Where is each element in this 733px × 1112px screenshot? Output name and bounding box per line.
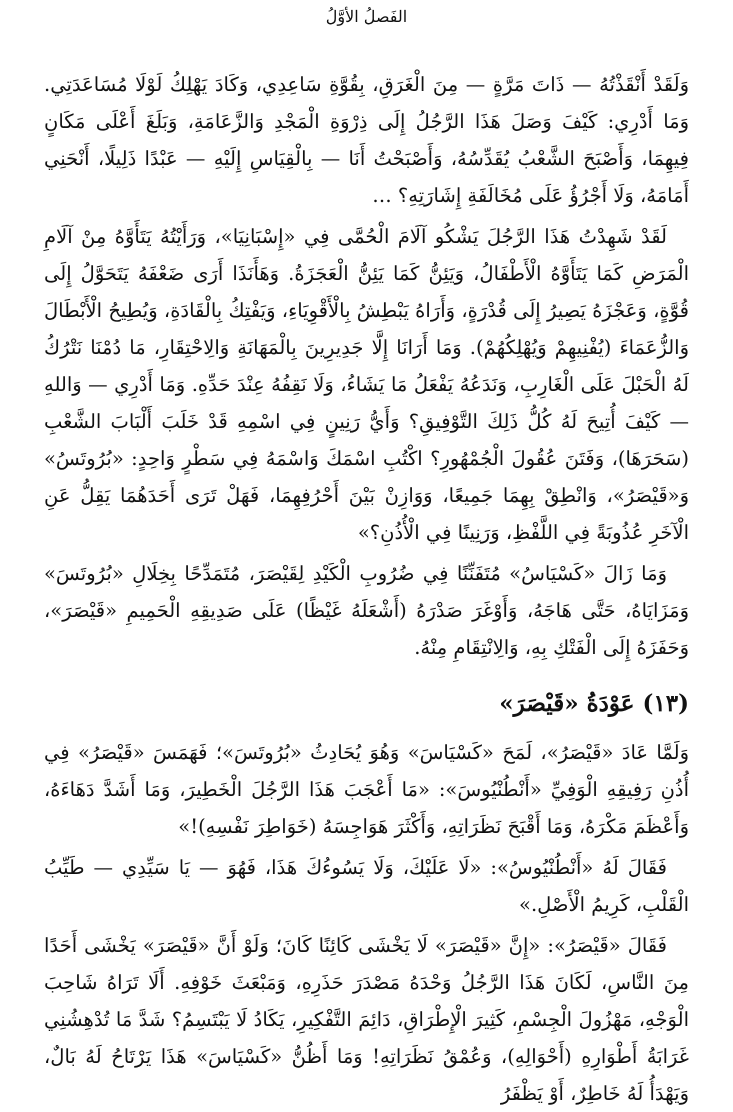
paragraph: لَقَدْ شَهِدْتُ هَذَا الرَّجُلَ يَشْكُو آلَامَ الْحُمَّى فِي «إِسْبَانِيَا»، وَرَأَيْتُهُ يَتَأَوَّهُ مِنْ آلَامِ الْمَرَضِ كَمَا يَتَأَوَّهُ الْأَطْفَالُ، وَيَئِنُّ كَمَا يَئِنُّ الْعَجَزَةُ. وَهَأَنَذَا أَرَى ضَعْفَهُ يَتَحَوَّلُ إِلَى قُوَّةٍ، وَعَجْزَهُ يَصِيرُ إِلَى قُدْرَةٍ، وَأَرَاهُ يَبْطِشُ بِالْأَقْوِيَاءِ، وَيَفْتِكُ بِالْقَادَةِ، وَيُطِيحُ الْأَبْطَالَ وَالزُّعَمَاءَ (يُفْنِيهِمْ وَيُهْلِكُهُمْ). وَمَا أَرَانَا إِلَّا جَدِيرِينَ بِالْمَهَانَةِ وَالِاحْتِقَارِ، مَا دُمْنَا نَتْرُكُ لَهُ الْحَبْلَ عَلَى الْغَارِبِ، وَنَدَعُهُ يَفْعَلُ مَا يَشَاءُ، وَلَا نَقِفُهُ عِنْدَ حَدِّهِ. وَمَا أَدْرِي — وَاللهِ — كَيْفَ أُتِيحَ لَهُ كُلُّ ذَلِكَ التَّوْفِيقِ؟ وَأَيُّ رَنِينٍ فِي اسْمِهِ قَدْ خَلَبَ أَلْبَابَ الشَّعْبِ (سَحَرَهَا)، وَفَتَنَ عُقُولَ الْجُمْهُورِ؟ اكْتُبِ اسْمَكَ وَاسْمَهُ فِي سَطْرٍ وَاحِدٍ: «بُرُوتَسُ» وَ«قَيْصَرُ»، وَانْطِقْ بِهِمَا جَمِيعًا، وَوَازِنْ بَيْنَ أَحْرُفِهِمَا، فَهَلْ تَرَى أَحَدَهُمَا يَقِلُّ عَنِ الْآخَرِ عُذُوبَةً فِي اللَّفْظِ، وَرَنِينًا فِي الْأُذُنِ؟» bbox=[44, 225, 689, 544]
paragraph: فَقَالَ لَهُ «أَنْطُنْيُوسُ»: «لَا عَلَيْكَ، وَلَا يَسُوءُكَ هَذَا، فَهُوَ — يَا سَيِّدِي — طَيِّبُ الْقَلْبِ، كَرِيمُ الْأَصْلِ.» bbox=[44, 856, 689, 916]
running-header: الفَصلُ الأوَّلُ bbox=[325, 7, 408, 26]
paragraph: فَقَالَ «قَيْصَرُ»: «إِنَّ «قَيْصَرَ» لَا يَخْشَى كَائِنًا كَانَ؛ وَلَوْ أَنَّ «قَيْصَرَ» يَخْشَى أَحَدًا مِنَ النَّاسِ، لَكَانَ هَذَا الرَّجُلُ وَحْدَهُ مَصْدَرَ حَذَرِهِ، وَمَبْعَثَ خَوْفِهِ. أَلَا تَرَاهُ شَاحِبَ الْوَجْهِ، مَهْزُولَ الْجِسْمِ، كَثِيرَ الْإِطْرَاقِ، دَائِمَ التَّفْكِيرِ، يَكَادُ لَا يَبْتَسِمُ؟ شَدَّ مَا تُدْهِشُنِي غَرَابَةُ أَطْوَارِهِ (أَحْوَالِهِ)، وَعُمْقُ نَظَرَاتِهِ! وَمَا أَظُنُّ «كَسْيَاسَ» هَذَا يَرْتَاحُ لَهُ بَالٌ، وَيَهْدَأُ لَهُ خَاطِرٌ، أَوْ يَظْفَرُ bbox=[44, 934, 689, 1105]
paragraph: وَمَا زَالَ «كَسْيَاسُ» مُتَفَنِّنًا فِي ضُرُوبِ الْكَيْدِ لِقَيْصَرَ، مُتَمَدِّحًا بِخِلَالِ «بُرُوتَسَ» وَمَزَايَاهُ، حَتَّى هَاجَهُ، وَأَوْغَرَ صَدْرَهُ (أَشْعَلَهُ غَيْظًا) عَلَى صَدِيقِهِ الْحَمِيمِ «قَيْصَرَ»، وَحَفَزَهُ إِلَى الْفَتْكِ بِهِ، وَالِانْتِقَامِ مِنْهُ. bbox=[44, 562, 689, 659]
paragraph: وَلَمَّا عَادَ «قَيْصَرُ»، لَمَحَ «كَسْيَاسَ» وَهُوَ يُحَادِثُ «بُرُوتَسَ»؛ فَهَمَسَ «قَيْصَرُ» فِي أُذُنِ رَفِيقِهِ الْوَفِيِّ «أَنْطُنْيُوسَ»: «مَا أَعْجَبَ هَذَا الرَّجُلَ الْخَطِيرَ، وَمَا أَشَدَّ دَهَاءَهُ، وَأَعْظَمَ مَكْرَهُ، وَمَا أَقْبَحَ نَظَرَاتِهِ، وَأَكْثَرَ هَوَاجِسَهُ (خَوَاطِرَ نَفْسِهِ)!» bbox=[44, 741, 689, 838]
section-heading bbox=[44, 684, 689, 724]
paragraph: وَلَقَدْ أَنْقَذْتُهُ — ذَاتَ مَرَّةٍ — مِنَ الْغَرَقِ، بِقُوَّةِ سَاعِدِي، وَكَادَ يَهْلِكُ لَوْلَا مُسَاعَدَتِي. وَمَا أَدْرِي: كَيْفَ وَصَلَ هَذَا الرَّجُلُ إِلَى ذِرْوَةِ الْمَجْدِ وَالزَّعَامَةِ، وَبَلَغَ أَعْلَى مَكَانٍ فِيهِمَا، وَأَصْبَحَ الشَّعْبُ يُقَدِّسُهُ، وَأَصْبَحْتُ أَنَا — بِالْقِيَاسِ إِلَيْهِ — عَبْدًا ذَلِيلًا، أَنْحَنِي أَمَامَهُ، وَلَا أَجْرُؤُ عَلَى مُخَالَفَةِ إِشَارَتِهِ؟ … bbox=[44, 73, 689, 207]
section-title: عَوْدَةُ «قَيْصَرَ» bbox=[499, 690, 635, 717]
section-number: (١٣) bbox=[642, 690, 689, 717]
